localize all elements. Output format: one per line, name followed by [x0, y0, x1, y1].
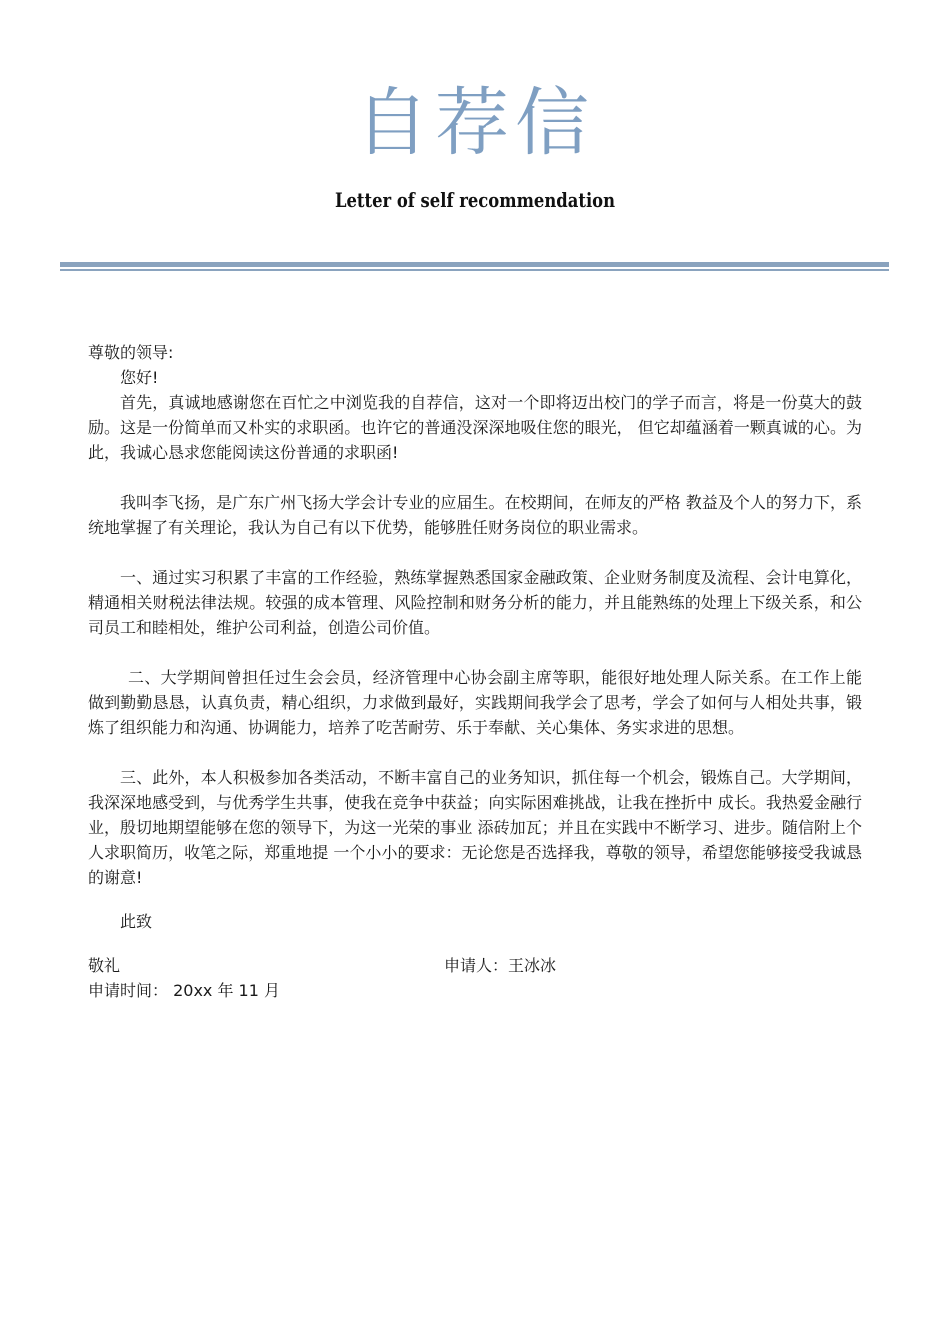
paragraph-background: 我叫李飞扬，是广东广州飞扬大学会计专业的应届生。在校期间，在师友的严格 教益及个人的努力下，系统地掌握了有关理论，我认为自己有以下优势，能够胜任财务岗位的职业需求。 — [88, 493, 862, 537]
letter-salutation: 尊敬的领导: — [88, 343, 174, 362]
document-title: 自荐信 — [355, 80, 595, 166]
paragraph-strength-one: 一、通过实习积累了丰富的工作经验，熟练掌握熟悉国家金融政策、企业财务制度及流程、会计电算化，精通相关财税法律法规。较强的成本管理、风险控制和财务分析的能力，并且能熟练的处理上下级关系，和公司员工和睦相处，维护公司利益，创造公司价值。 — [88, 568, 862, 637]
signature-row — [88, 953, 862, 978]
paragraph-strength-three: 三、此外，本人积极参加各类活动，不断丰富自己的业务知识，抓住每一个机会，锻炼自己。大学期间，我深深地感受到，与优秀学生共事，使我在竞争中获益；向实际困难挑战，让我在挫折中 成长。我热爱金融行业，殷切地期望能够在您的领导下，为这一光荣的事业 添砖加瓦；并且在实践中不断学习、进步。随信附上个人求职简历，收笔之际，郑重地提 一个小小的要求：无论您是否选择我，尊敬的领导，希望您能够接受我诚恳的谢意! — [88, 768, 862, 887]
letter-closing: 此致 — [120, 912, 153, 931]
application-date: 申请时间： 20xx 年 11 月 — [88, 981, 281, 1000]
paragraph-strength-two: 二、大学期间曾担任过生会会员，经济管理中心协会副主席等职，能很好地处理人际关系。在工作上能做到勤勤恳恳，认真负责，精心组织，力求做到最好，实践期间我学会了思考，学会了如何与人相处共事，锻炼了组织能力和沟通、协调能力，培养了吃苦耐劳、乐于奉献、关心集体、务实求进的思想。 — [88, 668, 862, 737]
letter-body — [88, 340, 862, 1003]
paragraph-intro: 首先，真诚地感谢您在百忙之中浏览我的自荐信，这对一个即将迈出校门的学子而言，将是一份莫大的鼓励。这是一份简单而又朴实的求职函。也许它的普通没深深地吸住您的眼光， 但它却蕴涵着一颗真诚的心。为此，我诚心恳求您能阅读这份普通的求职函! — [88, 393, 862, 462]
header-divider-thick — [60, 262, 889, 267]
header-divider-thin — [60, 269, 889, 271]
letter-regards: 敬礼 — [88, 956, 121, 975]
letter-greeting: 您好! — [120, 368, 159, 387]
applicant-name: 申请人：王冰冰 — [444, 956, 557, 975]
document-subtitle: Letter of self recommendation — [334, 188, 616, 212]
